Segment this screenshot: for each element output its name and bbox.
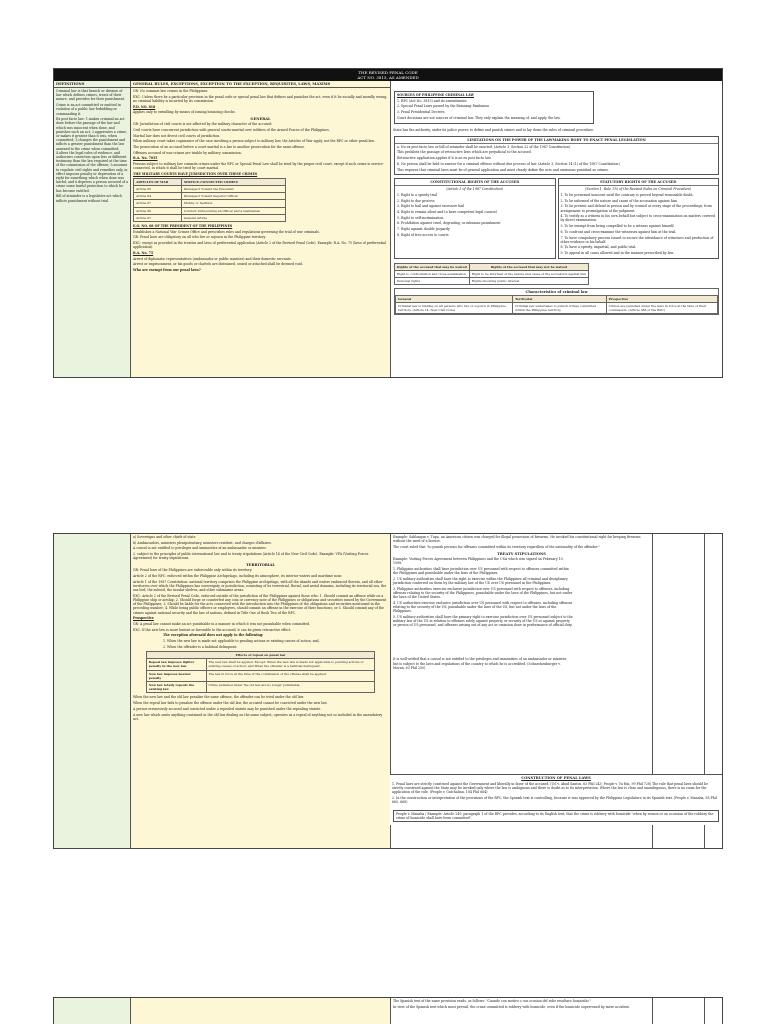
definition-item: Criminal law is that branch or division of law which defines crimes, treats of their nature, and provides for their punishment. — [56, 89, 126, 102]
list-item: EXC: Article 2 of the Revised Penal Code, enforced outside of the jurisdiction of the Philippines against those who: 1. Should commit an offense while on a Philippine ship or airship; 2. Should forge or counterfeit any coin or currency note of the Philippines or obligations and securities issued by the Government of the Philippines; 3. Should be liable for the acts connected with the introduction into the Philippines of the obligations and securities mentioned in the preceding number; 4. While being public officers or employees, should commit an offense in the exercise of their functions; or 5. Should commit any of the crimes against national security and the law of nations, defined in Title One of Book Two of the RPC. — [133, 593, 387, 615]
table-row — [146, 670, 375, 681]
ra-title: R.A. No. 7055 — [133, 156, 158, 161]
general-rules-text — [131, 88, 390, 275]
right-item: 5. Right to self-incrimination — [397, 215, 444, 220]
rule-item: Applies only to swindling by means of issuing bouncing checks. — [133, 110, 236, 115]
rights-subtitle: (Article 3 of the 1987 Constitution) — [446, 187, 504, 192]
list-item: EXC: If the new law is more lenient or favorable to the accused, it can be given retroactive effect. — [133, 627, 292, 632]
consul-note: It is well-settled that a consul is not entitled to the privileges and immunities of an ambassador or minister, but is subject to the laws and regulations of the country to which he is accredited. (Schneckenburger v. Moran, 63 Phil 250) — [393, 657, 567, 670]
limit-item: Retroactive application applies if it is an ex post facto law. — [397, 156, 492, 161]
table-header: Prospective — [606, 295, 717, 302]
right-item: 7. Right against double jeopardy — [397, 227, 450, 232]
page3-paragraph: The Spanish text of the same provision reads, as follows: "Cuando con motivo o con ocasion del robo resultare homicidio." — [393, 999, 591, 1003]
bullet-item: When the new law and the old law penalize the same offense, the offender can be tried under the old law. — [133, 695, 304, 700]
rights-subtitle: (Section 1, Rule 115 of the Revised Rules on Criminal Procedure) — [585, 187, 692, 192]
table-row — [395, 277, 589, 284]
case-text: Example: Sablangan v. Tupa, an American citizen was charged for illegal possession of firearms. He invoked his constitutional right for keeping firearms without the need of a license. — [393, 535, 641, 544]
source-item: 1. RPC (Act No. 3815) and its amendments — [397, 98, 467, 103]
right-item: 7. To have compulsory process issued to secure the attendance of witnesses and production of other evidence in his behalf. — [560, 235, 714, 244]
state-note: State has the authority, under its police power, to define and punish crimes and to lay down the rules of criminal procedure. — [393, 127, 594, 132]
list-item: GR: Penal laws of the Philippines are enforceable only within its territory. — [133, 568, 253, 573]
table-cell: Article 67 — [134, 200, 182, 207]
characteristics-title: Characteristics of criminal law — [525, 289, 588, 294]
ra75-title: R.A. No. 75 — [133, 250, 154, 255]
list-item: 2. subject to the principles of public international law and to treaty stipulations (Article 14 of the New Civil Code). Example: VFA (Visiting Forces Agreement) for treaty stipulations. — [133, 552, 369, 561]
table-cell: General Article — [181, 214, 285, 221]
source-item: 3. Penal Presidential Decrees — [397, 110, 445, 115]
page2-left-text — [131, 534, 390, 723]
page3-text — [391, 998, 652, 1011]
limitations-text — [395, 144, 718, 175]
table-header: General — [396, 295, 513, 302]
limit-item: This requires that criminal laws must be of general application and must clearly define the acts and omissions punished as crimes. — [397, 167, 609, 172]
table-cell: New law totally repeals the existing law — [146, 681, 206, 692]
bullet-item: Arrest of diplomatic representatives (ambassador or public minister) and their domestic servants. — [133, 256, 292, 261]
bullet-item: Offenses accused of war crimes are triable by military commission. — [133, 150, 242, 155]
right-item: 4. Right to remain silent and to have competent legal counsel — [397, 210, 497, 215]
column-divider — [652, 998, 653, 1024]
bullet-item: When military court takes cognizance of the case involving a person subject to military law, the Articles of War apply, not the RPC or other penal law. — [133, 139, 375, 144]
page-header-band — [54, 69, 722, 81]
definition-item: Ex post facto law: 1.makes criminal an act done before the passage of the law and which was innocent when done, and punishes such an act; 2.aggravates a crime, or makes it greater than it was, when committed; 3.changes the punishment and inflicts a greater punishment than the law annexed to the crime when committed; 4.alters the legal rules of evidence, and authorizes conviction upon less or different testimony than the law required at the time of the commission of the offense; 5.assumes to regulate civil rights and remedies only, in effect imposes penalty or deprivation of a right for something which when done was lawful; and 6.deprives a person accused of a crime some lawful protection to which he has become entitled. — [56, 117, 128, 193]
bullet-item: A new law which omits anything contained in the old law dealing on the same subject, operates as a repeal of anything not so included in the amendatory act. — [133, 712, 383, 721]
general-section-title: GENERAL — [250, 117, 271, 122]
bullet-item: A person erroneously accused and convicted under a repealed statute may be punished under the repealing statute. — [133, 706, 322, 711]
definitions-header: DEFINITIONS — [54, 81, 130, 88]
right-item: 4. To testify as a witness in his own behalf but subject to cross-examination on matters covered by direct examination. — [560, 214, 715, 223]
treaty-item: Example: Visiting Forces Agreement between Philippines and the USA which was signed on February 10, 1998. — [393, 556, 564, 566]
list-item: Article 1 of the 1987 Constitution: national territory comprises the Philippine archipelago, with all the islands and waters embraced therein, and all other territories over which the Philippines has sovereignty or jurisdiction, consisting of its terrestrial, fluvial, and aerial domains, including its territorial sea, the sea bed, the subsoil, the insular shelves, and other submarine areas. — [133, 579, 387, 593]
construction-text — [390, 781, 722, 807]
penal-text: GR: Penal laws are obligatory on all who live or sojourn in the Philippine territory. — [133, 235, 266, 240]
limitations-box — [394, 136, 719, 176]
list-item: A consul is not entitled to privileges and immunities of an ambassador or minister. — [133, 546, 267, 551]
general-rules-column — [130, 998, 390, 1024]
bullet-item: The prosecution of an accused before a court martial is a bar to another prosecution for the same offense. — [133, 145, 306, 150]
definitions-column — [54, 81, 130, 377]
table-cell: Crimes are punished under the laws in force at the time of their commission. (Article 366 of the RPC) — [606, 302, 717, 313]
eo-title: E.O. NO. 68 OF THE PRESIDENT OF THE PHILIPPINES — [133, 223, 233, 228]
construction-item: 1. Penal laws are strictly construed against the Government and liberally in favor of the accused. (US v. Abad Santos, 63 Phil 243; People v. Yu Hai, 99 Phil 728) The rule that penal laws should be strictly construed against the State may be invoked only where the law is ambiguous and there is doubt as to its interpretation. Where the law is clear and unambiguous, there is no room for the application of the rule. (People v. Gatchalian, 104 Phil 664) — [392, 782, 709, 795]
page3-paragraph: In view of the Spanish text which must prevail, the crime committed is robbery with homicide, even if the homicide supervened by mere accident. — [393, 1004, 630, 1009]
table-cell: Rights involving public interest — [469, 277, 588, 284]
bullet-item: Civil courts have concurrent jurisdiction with general courts-martial over soldiers of the Armed Forces of the Philippines. — [133, 127, 330, 132]
list-item: 1. When the new law is made not applicable to pending actions or existing causes of action; and, — [163, 639, 320, 644]
treaty-item: 3. Philippine authorities exercise exclusive jurisdiction over US personnel with respect to offenses, including offenses relating to the security of the Philippines, punishable under the laws of the Philippines, but not under the laws of the United States. — [393, 586, 573, 599]
table-header: Rights of the accused that may not be waived — [469, 263, 588, 270]
right-column — [390, 81, 722, 377]
column-divider — [704, 998, 705, 1024]
treaty-item: 4. US authorities exercise exclusive jurisdiction over US personnel with respect to offenses, including offenses relating to the security of the US, punishable under the laws of the US, but not under the laws of the Philippines. — [393, 600, 573, 614]
table-cell: Right to confrontation and cross-examination — [395, 270, 470, 277]
prospective-title: Prospective — [133, 616, 154, 621]
rights-title: CONSTITUTIONAL RIGHTS OF THE ACCUSED — [395, 179, 555, 186]
right-item: 8. To have a speedy, impartial, and public trial. — [560, 245, 637, 250]
general-rules-column — [130, 81, 390, 377]
list-item: b) Ambassadors, ministers plenipotentiary, ministers resident, and charges d'affaires. — [133, 540, 272, 545]
bullet-item: Martial law does not divest civil courts of jurisdiction. — [133, 133, 221, 138]
construction-section — [390, 774, 722, 825]
exc-text: EXC: except as provided in the treaties and laws of preferential application (Article 2 of the Revised Penal Code). Example: R.A. No. 75 (laws of preferential application). — [133, 241, 386, 250]
table-header: SERVICE-CONNECTED CRIMES — [181, 178, 285, 185]
table-header: Territorial — [513, 295, 606, 302]
treaty-title: TREATY STIPULATIONS — [497, 551, 546, 556]
definitions-column — [54, 534, 130, 848]
table-cell: Article 64 — [134, 193, 182, 200]
definition-item: Crime is an act committed or omitted in violation of a public law forbidding or commanding it. — [56, 103, 121, 116]
territorial-title: TERRITORIAL — [246, 563, 275, 568]
effects-table — [146, 651, 376, 693]
document-page-2 — [53, 533, 723, 849]
bullet-item: Arrest or imprisonment, or his goods or chattels are distrained, seized or attached shall be deemed void. — [133, 262, 303, 267]
sources-title: SOURCES OF PHILIPPINE CRIMINAL LAW — [397, 93, 474, 97]
military-table — [133, 178, 286, 222]
treaty-item: 5. US military authorities shall have the primary right to exercise jurisdiction over US personnel subject to the military law of the US in relation to offenses solely against property or security of the US or against property or person of US personnel, and offenses arising out of any act or omission done in performance of official duty. — [393, 614, 573, 628]
case-box — [393, 810, 719, 822]
table-row — [395, 270, 589, 277]
right-item: 3. Right to bail and against excessive bail — [397, 204, 465, 209]
construction-item: 2. In the construction or interpretation of the provisions of the RPC, the Spanish text is controlling, because it was approved by the Philippine Legislature in its Spanish text. (People v. Manaba, 58 Phil 665, 668) — [392, 796, 717, 805]
source-item: 2. Special Penal Laws passed by the Batasang Pambansa — [397, 104, 489, 109]
right-item: 6. Prohibition against cruel, degrading, or inhuman punishment — [397, 221, 501, 226]
definition-item: Bill of attainder is a legislative act which inflicts punishment without trial. — [56, 194, 123, 203]
treaty-item: 1. Philippine authorities shall have jurisdiction over US personnel with respect to offenses committed within the Philippines and punishable under the laws of the Philippines. — [393, 566, 569, 575]
sources-note: Court decisions are not sources of criminal law. They only explain the meaning of, and apply, the law. — [397, 115, 561, 120]
rights-row — [394, 178, 719, 259]
limit-item: a. No ex post facto law or bill of attainder shall be enacted. (Article 3, Section 22 of the 1987 Constitution) — [397, 144, 570, 149]
rule-item: P.D. NO. 818 — [133, 104, 156, 109]
table-row — [146, 659, 375, 670]
document-page-1 — [53, 68, 723, 378]
constitutional-rights-box — [394, 178, 556, 259]
list-item: Article 2 of the RPC: enforced within the Philippine Archipelago, including its atmosphere, its interior waters and maritime zone. — [133, 573, 343, 578]
table-cell: Article 97 — [134, 214, 182, 221]
right-item: 5. To be exempt from being compelled to be a witness against himself. — [560, 224, 675, 229]
rights-text — [559, 186, 719, 258]
list-item: GR: A penal law cannot make an act punishable in a manner in which it was not punishable when committed. — [133, 621, 311, 626]
treaty-item: 2. US military authorities shall have the right to exercise within the Philippines all criminal and disciplinary jurisdiction conferred on them by the military law of the US over US personnel in the Philippines. — [393, 576, 568, 585]
table-row — [396, 302, 718, 313]
rights-text — [395, 186, 555, 239]
table-cell: Repeal law imposes lighter penalty in the new law — [146, 659, 206, 670]
list-item: 2. When the offender is a habitual delinquent. — [163, 644, 238, 649]
table-cell: Criminal law is binding on all persons who live or sojourn in Philippine territory. (Article 14, New Civil Code) — [396, 302, 513, 313]
case-ruling: The court ruled that "to punish persons for offenses committed within its territory regardless of the nationality of the offender." — [393, 544, 600, 549]
right-item: 9. To appeal in all cases allowed and in the manner prescribed by law. — [560, 251, 674, 256]
table-cell: Mutiny or Sedition — [181, 200, 285, 207]
table-header: Rights of the accused that may be waived — [395, 263, 470, 270]
table-header: ARTICLES OF WAR — [134, 178, 182, 185]
table-cell: Disrespect Toward Superior Officer — [181, 193, 285, 200]
exception-title: The exception aforesaid does not apply to the following: — [163, 633, 264, 638]
table-cell: The law in force at the time of the commission of the offense shall be applied. — [206, 670, 375, 681]
table-cell: Article 63 — [134, 185, 182, 192]
table-cell: Disrespect Toward the President — [181, 185, 285, 192]
rule-item: GR: No common law crimes in the Philippines. — [133, 89, 209, 93]
table-cell: Crime punished under the old law are no longer punishable. — [206, 681, 375, 692]
ra-text: Persons subject to military law commits crimes under the RPC or Special Penal Law shall be tried by the proper civil court, except if such crime is service-connected, in which it shall be tried by court martial. — [133, 162, 384, 171]
right-item: 1. To be presumed innocent until the contrary is proved beyond reasonable doubt. — [560, 192, 694, 197]
list-item: a) Sovereigns and other chiefs of state — [133, 535, 196, 539]
military-title: THE MILITARY COURTS HAVE JURISDICTION OVER THESE CRIMES — [133, 172, 258, 177]
table-row — [134, 185, 286, 192]
case2-text: People v. Manaba / Example: Article 249, paragraph 1 of the RPC provides, according to its English text, that the crime is robbery with homicide "when by reason or on occasion of the robbery the crime of homicide shall have been committed". — [396, 812, 714, 821]
limit-item: This prohibits the passage of retroactive laws which are prejudicial to the accused. — [397, 150, 532, 155]
document-page-3 — [53, 997, 723, 1024]
right-column — [390, 998, 652, 1024]
characteristics-table — [395, 295, 718, 314]
right-item: 1. Right to a speedy trial — [397, 192, 438, 197]
statutory-rights-box — [558, 178, 720, 259]
sources-box — [394, 91, 594, 124]
table-row — [146, 681, 375, 692]
general-rules-header: GENERAL RULES, EXCEPTIONS, EXCEPTION TO THE EXCEPTION, REQUISITES, LAWS, MAXIMS — [131, 81, 390, 88]
characteristics-box — [394, 288, 719, 315]
limitations-title: LIMITATIONS ON THE POWER OF THE LAWMAKING BODY TO ENACT PENAL LEGISLATION — [395, 137, 718, 144]
exempt-question: Who are exempt from our penal laws? — [133, 268, 201, 273]
right-item: 8. Right of free access to courts — [397, 232, 449, 237]
table-row — [134, 200, 286, 207]
table-cell: Article 96 — [134, 207, 182, 214]
right-item: 2. To be informed of the nature and cause of the accusation against him. — [560, 198, 678, 203]
sources-text — [395, 92, 593, 123]
page2-right-text — [391, 534, 652, 672]
document-subtitle: ACT NO. 3815, AS AMENDED — [357, 75, 419, 80]
table-cell: Conduct Unbecoming an Officer and a Gentleman — [181, 207, 285, 214]
eo-text: Establishes a National War Crimes Office and prescribes rules and regulations governing the trial of war criminals. — [133, 229, 320, 234]
table-cell: Criminal law undertakes to punish crimes committed within the Philippine territory. — [513, 302, 606, 313]
right-item: 6. To confront and cross-examine the witnesses against him at the trial. — [560, 229, 677, 234]
table-cell: The new law shall be applied. Except: When the new law is made not applicable to pending actions or existing causes of action; and When the offender is a habitual delinquent. — [206, 659, 375, 670]
rule-item: EXC: Unless there be a particular provision in the penal code or special penal law that defines and punishes the act, even if it be socially and morally wrong, no criminal liability is incurred by its commission. — [133, 94, 388, 103]
table-cell: Right to be informed of the nature and cause of the accusation against him — [469, 270, 588, 277]
right-item: 2. Right to due process — [397, 198, 435, 203]
general-text: GR: Jurisdiction of civil courts is not affected by the military character of the accused. — [133, 122, 273, 127]
right-item: 3. To be present and defend in person and by counsel at every stage of the proceedings, from arraignment to promulgation of the judgment. — [560, 204, 712, 213]
definitions-list — [54, 88, 130, 205]
bullet-item: When the repeal law fails to penalize the offense under the old law, the accused cannot be convicted under the new law. — [133, 701, 328, 706]
definitions-column — [54, 998, 130, 1024]
table-cell: New law imposes heavier penalty — [146, 670, 206, 681]
rights-title: STATUTORY RIGHTS OF THE ACCUSED — [559, 179, 719, 186]
table-cell: Personal rights — [395, 277, 470, 284]
table-row — [134, 207, 286, 214]
treaty-list — [393, 557, 573, 628]
general-rules-column — [130, 534, 390, 848]
table-row — [134, 193, 286, 200]
construction-title: CONSTRUCTION OF PENAL LAWS — [521, 776, 591, 780]
table-row — [134, 214, 286, 221]
document-title: THE REVISED PENAL CODE — [358, 70, 418, 75]
waive-table — [394, 263, 589, 285]
table-header: Effects of repeal on penal law — [146, 651, 375, 658]
limit-item: b. No person shall be held to answer for a criminal offense without due process of law. (Article 3, Section 14 (1) of the 1987 Constitution) — [397, 161, 620, 166]
